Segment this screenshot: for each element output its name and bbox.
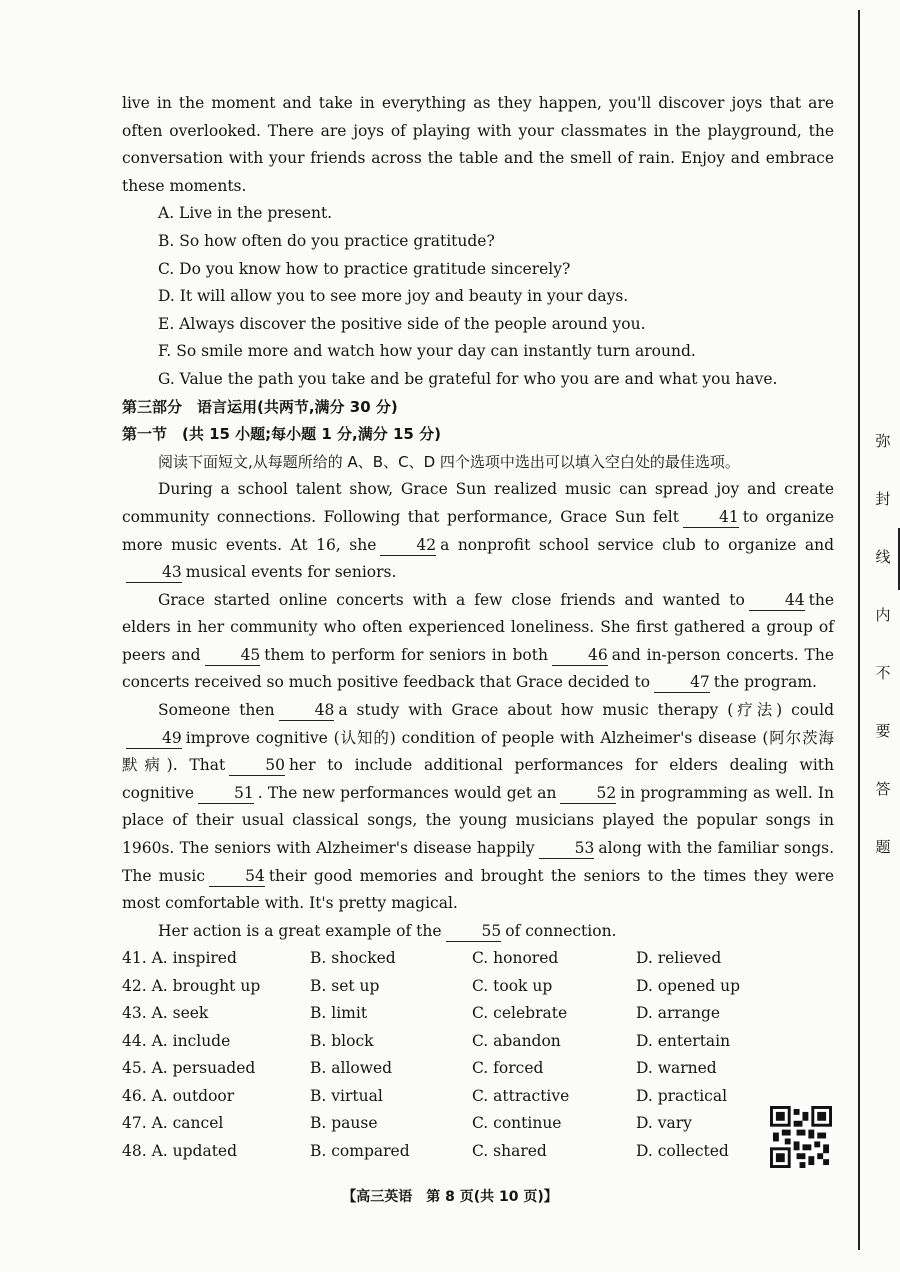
option-cell: 43. A. seek xyxy=(122,1004,209,1023)
cloze-text: in programming as well. In place of their usual classical songs, the young musicians played the popular songs in 1960s. The seniors with Alzheimer's disease happily xyxy=(122,783,834,858)
option-cell: C. shared xyxy=(472,1141,547,1160)
blank-42: 42 xyxy=(380,535,436,556)
option-g: G. Value the path you take and be grateful for who you are and what you have. xyxy=(158,369,778,388)
option-cell: D. practical xyxy=(636,1086,728,1105)
cloze-text: Someone then xyxy=(158,701,275,720)
question-row-46 xyxy=(122,1083,834,1111)
option-cell: C. continue xyxy=(472,1114,562,1133)
option-b: B. So how often do you practice gratitude? xyxy=(158,231,495,250)
option-cell: D. vary xyxy=(636,1114,692,1133)
option-cell: B. compared xyxy=(310,1141,410,1160)
blank-45: 45 xyxy=(205,645,261,666)
blank-53: 53 xyxy=(539,838,595,859)
cloze-text: and in-person concerts. The concerts received so much positive feedback that Grace decided to xyxy=(122,645,834,692)
option-cell: 48. A. updated xyxy=(122,1141,238,1160)
blank-48: 48 xyxy=(279,700,335,721)
question-row-42 xyxy=(122,973,834,1001)
cloze-text: their good memories and brought the seniors to the times they were most comfortable with. It's pretty magical. xyxy=(122,866,834,913)
option-e: E. Always discover the positive side of the people around you. xyxy=(158,314,646,333)
option-cell: 46. A. outdoor xyxy=(122,1086,235,1105)
question-row-43 xyxy=(122,1000,834,1028)
option-cell: B. pause xyxy=(310,1114,378,1133)
option-cell: 45. A. persuaded xyxy=(122,1059,256,1078)
cloze-options xyxy=(122,945,834,1165)
option-cell: B. block xyxy=(310,1031,374,1050)
option-cell: D. arrange xyxy=(636,1004,721,1023)
option-cell: B. set up xyxy=(310,976,380,995)
seal-char: 不 xyxy=(875,664,891,682)
cloze-text: to organize more music events. At 16, she xyxy=(122,507,834,554)
question-row-47 xyxy=(122,1110,834,1138)
part-heading: 第三部分 语言运用(共两节,满分 30 分) xyxy=(122,397,398,416)
question-row-48 xyxy=(122,1138,834,1166)
cloze-paragraph-4 xyxy=(122,918,834,946)
blank-46: 46 xyxy=(552,645,608,666)
seven-choice-options xyxy=(122,200,834,393)
option-cell: C. honored xyxy=(472,949,559,968)
seal-char: 要 xyxy=(875,722,891,740)
seal-line xyxy=(858,10,860,1250)
option-cell: 42. A. brought up xyxy=(122,976,261,995)
blank-43: 43 xyxy=(126,562,182,583)
blank-54: 54 xyxy=(209,866,265,887)
option-cell: C. celebrate xyxy=(472,1004,568,1023)
cloze-text: her to include additional performances for elders dealing with cognitive xyxy=(122,756,834,802)
blank-41: 41 xyxy=(683,507,739,528)
blank-47: 47 xyxy=(654,672,710,693)
cloze-paragraph-2 xyxy=(122,587,834,697)
cloze-text: the elders in her community who often experienced loneliness. She first gathered a group of peers and xyxy=(122,590,834,664)
passage-ending: live in the moment and take in everything as they happen, you'll discover joys that are often overlooked. There are joys of playing with your classmates in the playground, the conversation with your friends across the table and the smell of rain. Enjoy and embrace these moments. xyxy=(122,94,834,195)
seal-char: 封 xyxy=(875,490,891,508)
option-d: D. It will allow you to see more joy and beauty in your days. xyxy=(158,287,629,306)
option-cell: B. shocked xyxy=(310,949,396,968)
cloze-paragraph-3 xyxy=(122,697,834,918)
option-cell: D. collected xyxy=(636,1141,729,1160)
page-content xyxy=(122,90,834,1165)
blank-50: 50 xyxy=(229,755,285,776)
instruction: 阅读下面短文,从每题所给的 A、B、C、D 四个选项中选出可以填入空白处的最佳选项。 xyxy=(158,452,740,471)
blank-55: 55 xyxy=(446,921,502,942)
option-cell: B. virtual xyxy=(310,1086,383,1105)
cloze-text: them to perform for seniors in both xyxy=(264,645,548,664)
blank-52: 52 xyxy=(560,783,616,804)
option-c: C. Do you know how to practice gratitude sincerely? xyxy=(158,259,571,278)
seal-char: 题 xyxy=(875,838,891,856)
cloze-text: . The new performances would get an xyxy=(257,783,557,802)
qr-code-icon xyxy=(770,1106,832,1168)
seal-char: 答 xyxy=(875,780,891,798)
option-cell: D. warned xyxy=(636,1059,717,1078)
option-cell: C. forced xyxy=(472,1059,544,1078)
option-cell: D. opened up xyxy=(636,976,741,995)
option-a: A. Live in the present. xyxy=(158,204,333,223)
blank-49: 49 xyxy=(126,728,182,749)
seal-char: 线 xyxy=(875,548,891,566)
cloze-text: musical events for seniors. xyxy=(185,563,397,582)
blank-44: 44 xyxy=(749,590,805,611)
option-cell: 41. A. inspired xyxy=(122,949,237,968)
cloze-text: improve cognitive (认知的) condition of people with Alzheimer's disease (阿尔茨海默病). That xyxy=(122,728,834,775)
seal-char: 弥 xyxy=(875,432,891,450)
section-heading: 第一节 (共 15 小题;每小题 1 分,满分 15 分) xyxy=(122,425,441,444)
option-cell: 47. A. cancel xyxy=(122,1114,224,1133)
option-cell: C. took up xyxy=(472,976,553,995)
cloze-text: a nonprofit school service club to organize and xyxy=(440,535,834,554)
option-cell: 44. A. include xyxy=(122,1031,231,1050)
seal-char: 内 xyxy=(875,606,891,624)
option-cell: B. limit xyxy=(310,1004,368,1023)
cloze-text: a study with Grace about how music therapy (疗法) could xyxy=(338,701,834,720)
option-cell: B. allowed xyxy=(310,1059,393,1078)
cloze-text: of connection. xyxy=(505,921,617,940)
cloze-text: Her action is a great example of the xyxy=(158,921,442,940)
cloze-text: Grace started online concerts with a few close friends and wanted to xyxy=(158,590,745,609)
option-cell: D. relieved xyxy=(636,949,722,968)
option-cell: D. entertain xyxy=(636,1031,731,1050)
question-row-41 xyxy=(122,945,834,973)
blank-51: 51 xyxy=(198,783,254,804)
option-cell: C. abandon xyxy=(472,1031,561,1050)
seal-line-notice xyxy=(868,430,898,894)
question-row-45 xyxy=(122,1055,834,1083)
cloze-paragraph-1 xyxy=(122,476,834,586)
cloze-text: During a school talent show, Grace Sun realized music can spread joy and create community connections. Following that performance, Grace Sun felt xyxy=(122,480,834,526)
option-f: F. So smile more and watch how your day can instantly turn around. xyxy=(158,342,696,361)
question-row-44 xyxy=(122,1028,834,1056)
option-cell: C. attractive xyxy=(472,1086,570,1105)
cloze-text: the program. xyxy=(713,673,817,692)
cloze-text: along with the familiar songs. The music xyxy=(122,839,835,885)
page-footer: 【高三英语 第 8 页(共 10 页)】 xyxy=(342,1189,558,1205)
